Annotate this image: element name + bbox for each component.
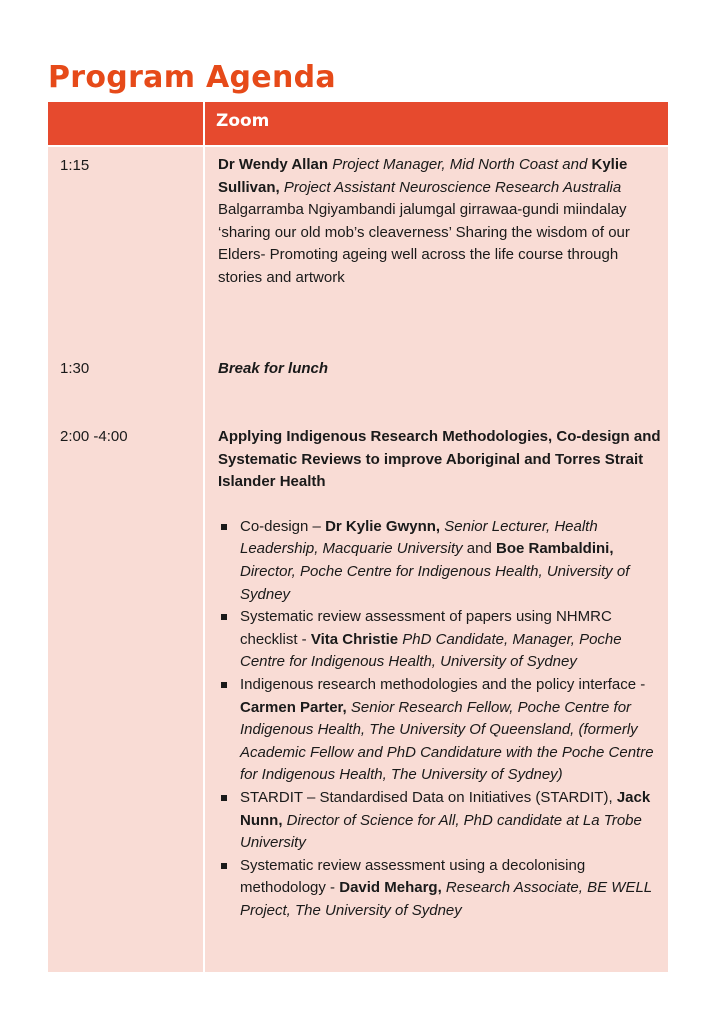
row-divider bbox=[48, 145, 668, 147]
session-description: Balgarramba Ngiyambandi jalumgal girrawaa-gundi miindalay ‘sharing our old mob’s cleaverness’ Sharing the wisdom of our Elders- Promoting ageing well across the life course through stories and artwork bbox=[218, 201, 630, 286]
bullet-icon bbox=[221, 795, 227, 801]
speaker-name: Dr Wendy Allan bbox=[218, 156, 329, 173]
column-divider bbox=[203, 102, 205, 972]
item-topic: Indigenous research methodologies and the policy interface - bbox=[240, 675, 646, 693]
session-title: Applying Indigenous Research Methodologies, Co-design and Systematic Reviews to improve Aboriginal and Torres Strait Islander Health bbox=[218, 428, 661, 491]
session-time: 1:30 bbox=[60, 360, 90, 377]
item-topic: Systematic review assessment using a decolonising methodology - bbox=[240, 856, 586, 897]
session-cell bbox=[218, 154, 663, 290]
speaker-role: Senior Research Fellow, Poche Centre for Indigenous Health, The University Of Queensland, (formerly Academic Fellow and PhD Candidature with the Poche Centre for Indigenous Health, The University of Sydney) bbox=[240, 698, 654, 784]
speaker-role: Research Associate, BE WELL Project, The University of Sydney bbox=[240, 879, 652, 919]
conjunction: and bbox=[462, 540, 496, 558]
item-topic: Systematic review assessment of papers using NHMRC checklist - bbox=[240, 608, 612, 648]
table-header-row bbox=[48, 102, 668, 145]
speaker-name: Dr Kylie Gwynn, bbox=[325, 517, 441, 535]
list-item bbox=[218, 674, 663, 787]
speaker-role: Senior Lecturer, Health Leadership, Macquarie University bbox=[240, 517, 598, 558]
list-item bbox=[218, 516, 663, 606]
session-time: 1:15 bbox=[60, 157, 90, 174]
speaker-list bbox=[218, 516, 663, 923]
speaker-name: Boe Rambaldini, bbox=[495, 540, 614, 558]
speaker-role: PhD Candidate, Manager, Poche Centre for Indigenous Health, University of Sydney bbox=[240, 630, 622, 671]
bullet-icon bbox=[221, 863, 227, 869]
speaker-name: Jack Nunn, bbox=[240, 788, 651, 829]
speaker-role: Project Assistant Neuroscience Research Australia bbox=[279, 178, 622, 196]
page-title: Program Agenda bbox=[48, 60, 336, 95]
speaker-name: Carmen Parter, bbox=[240, 698, 347, 716]
list-item bbox=[218, 606, 663, 674]
bullet-icon bbox=[221, 524, 227, 530]
speaker-name: David Meharg, bbox=[339, 879, 442, 897]
item-topic: STARDIT – Standardised Data on Initiatives (STARDIT), bbox=[240, 788, 617, 806]
speaker-role: Project Manager, Mid North Coast and bbox=[328, 156, 588, 173]
session-title: Break for lunch bbox=[218, 360, 329, 377]
speaker-name: Kylie Sullivan, bbox=[218, 156, 628, 196]
speakers bbox=[218, 154, 663, 199]
item-topic: Co-design – bbox=[240, 517, 326, 535]
bullet-icon bbox=[221, 614, 227, 620]
list-item bbox=[218, 855, 663, 923]
bullet-icon bbox=[221, 682, 227, 688]
session-cell bbox=[218, 426, 663, 922]
speaker-role: Director, Poche Centre for Indigenous Health, University of Sydney bbox=[240, 562, 630, 603]
zoom-header: Zoom bbox=[216, 111, 270, 131]
speaker-role: Director of Science for All, PhD candidate at La Trobe University bbox=[240, 811, 642, 852]
list-item bbox=[218, 787, 663, 855]
speaker-name: Vita Christie bbox=[310, 630, 399, 648]
agenda-table bbox=[48, 102, 668, 972]
session-time: 2:00 -4:00 bbox=[60, 428, 128, 445]
